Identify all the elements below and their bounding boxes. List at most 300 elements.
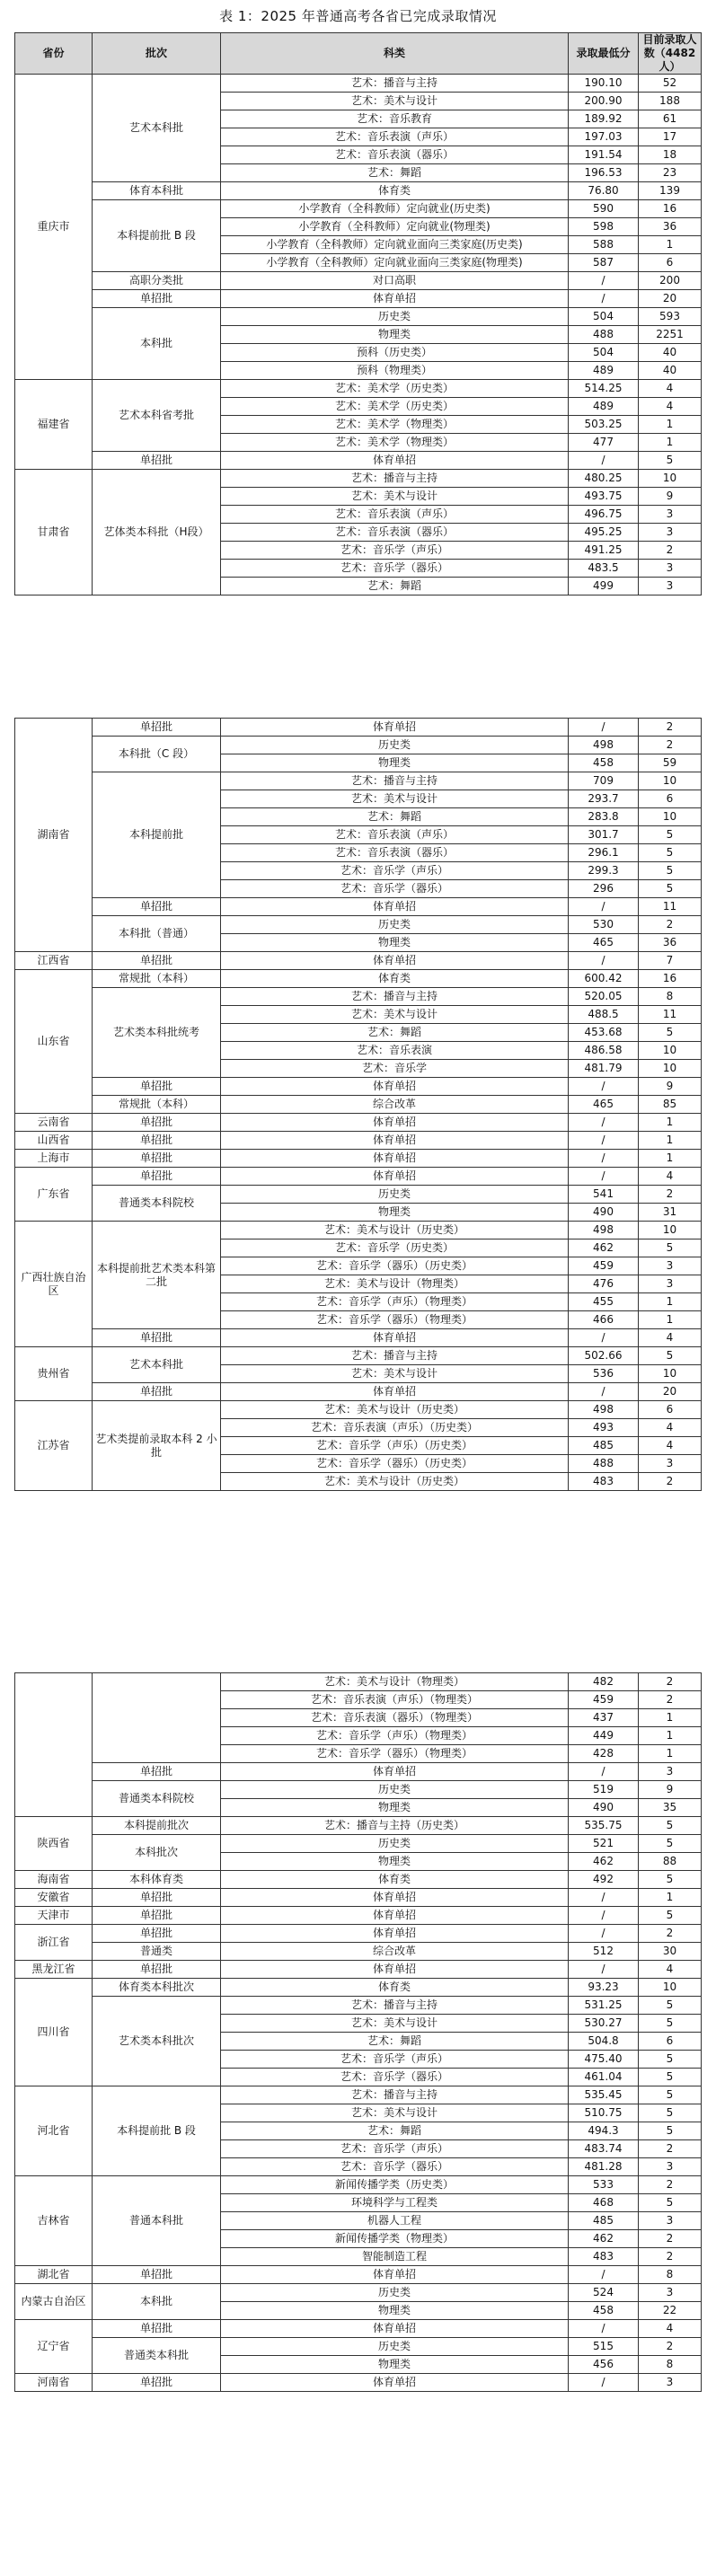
- province-cell: 湖北省: [15, 2266, 93, 2284]
- subject-cell: 物理类: [221, 1799, 569, 1817]
- subject-cell: 艺术：音乐表演（声乐）: [221, 128, 569, 146]
- table-row: [15, 970, 702, 988]
- batch-cell: 单招批: [93, 1078, 221, 1096]
- subject-cell: 艺术：美术与设计: [221, 93, 569, 110]
- subject-cell: 艺术：音乐学（器乐）（物理类）: [221, 1745, 569, 1763]
- header-row: [15, 33, 702, 75]
- subject-cell: 艺术：音乐学（声乐）（物理类）: [221, 1727, 569, 1745]
- province-cell: 河北省: [15, 2086, 93, 2176]
- subject-cell: 艺术：美术学（物理类）: [221, 434, 569, 452]
- admitted-count-cell: 3: [639, 2284, 702, 2302]
- min-score-cell: 533: [569, 2176, 639, 2194]
- min-score-cell: /: [569, 1889, 639, 1907]
- subject-cell: 艺术：美术学（历史类）: [221, 380, 569, 398]
- min-score-cell: 499: [569, 578, 639, 595]
- batch-cell: 本科批次: [93, 1835, 221, 1871]
- min-score-cell: 455: [569, 1293, 639, 1311]
- table-row: [15, 719, 702, 737]
- admitted-count-cell: 40: [639, 362, 702, 380]
- min-score-cell: 437: [569, 1709, 639, 1727]
- admitted-count-cell: 10: [639, 772, 702, 790]
- min-score-cell: 465: [569, 1096, 639, 1114]
- batch-cell: 单招批: [93, 2320, 221, 2338]
- min-score-cell: 299.3: [569, 862, 639, 880]
- subject-cell: 预科（物理类）: [221, 362, 569, 380]
- subject-cell: 艺术：舞蹈: [221, 2122, 569, 2140]
- batch-cell: 单招批: [93, 952, 221, 970]
- subject-cell: 小学教育（全科教师）定向就业(物理类): [221, 218, 569, 236]
- admitted-count-cell: 3: [639, 1455, 702, 1473]
- province-cell: 黑龙江省: [15, 1961, 93, 1979]
- min-score-cell: 510.75: [569, 2104, 639, 2122]
- batch-cell: 单招批: [93, 1383, 221, 1401]
- subject-cell: 体育单招: [221, 1763, 569, 1781]
- admission-table-part-3: [14, 1672, 702, 2392]
- subject-cell: 体育单招: [221, 1329, 569, 1347]
- admitted-count-cell: 1: [639, 434, 702, 452]
- admitted-count-cell: 593: [639, 308, 702, 326]
- min-score-cell: 456: [569, 2356, 639, 2374]
- min-score-cell: 483: [569, 2248, 639, 2266]
- min-score-cell: 283.8: [569, 808, 639, 826]
- subject-cell: 艺术：音乐学: [221, 1060, 569, 1078]
- subject-cell: 艺术：舞蹈: [221, 808, 569, 826]
- province-cell: 贵州省: [15, 1347, 93, 1401]
- min-score-cell: 468: [569, 2194, 639, 2212]
- min-score-cell: 524: [569, 2284, 639, 2302]
- min-score-cell: 189.92: [569, 110, 639, 128]
- min-score-cell: 488.5: [569, 1006, 639, 1024]
- min-score-cell: 481.28: [569, 2158, 639, 2176]
- subject-cell: 艺术：音乐学（声乐）（历史类）: [221, 1437, 569, 1455]
- min-score-cell: 590: [569, 200, 639, 218]
- province-cell: 甘肃省: [15, 470, 93, 595]
- subject-cell: 艺术：音乐表演（器乐）: [221, 146, 569, 164]
- subject-cell: 历史类: [221, 916, 569, 934]
- province-cell: [15, 1673, 93, 1817]
- min-score-cell: 709: [569, 772, 639, 790]
- admitted-count-cell: 30: [639, 1943, 702, 1961]
- admitted-count-cell: 36: [639, 218, 702, 236]
- subject-cell: 艺术：音乐学（器乐）: [221, 2069, 569, 2086]
- table-body-3: [15, 1673, 702, 2392]
- admitted-count-cell: 3: [639, 1763, 702, 1781]
- subject-cell: 体育单招: [221, 952, 569, 970]
- batch-cell: 本科批（C 段）: [93, 737, 221, 772]
- admitted-count-cell: 2: [639, 2230, 702, 2248]
- min-score-cell: 93.23: [569, 1979, 639, 1997]
- subject-cell: 艺术：美术与设计（历史类）: [221, 1401, 569, 1419]
- batch-cell: 高职分类批: [93, 272, 221, 290]
- batch-cell: 单招批: [93, 2266, 221, 2284]
- min-score-cell: 498: [569, 1222, 639, 1239]
- province-cell: 云南省: [15, 1114, 93, 1132]
- admitted-count-cell: 200: [639, 272, 702, 290]
- table-row: [15, 1168, 702, 1186]
- batch-cell: 常规批（本科）: [93, 1096, 221, 1114]
- min-score-cell: 197.03: [569, 128, 639, 146]
- subject-cell: 艺术：播音与主持: [221, 1997, 569, 2015]
- table-row: [15, 1096, 702, 1114]
- admitted-count-cell: 1: [639, 1114, 702, 1132]
- min-score-cell: /: [569, 1763, 639, 1781]
- subject-cell: 物理类: [221, 934, 569, 952]
- admitted-count-cell: 11: [639, 898, 702, 916]
- subject-cell: 艺术：美术学（历史类）: [221, 398, 569, 416]
- admitted-count-cell: 3: [639, 1275, 702, 1293]
- min-score-cell: 541: [569, 1186, 639, 1204]
- subject-cell: 艺术：播音与主持: [221, 772, 569, 790]
- table-row: [15, 1943, 702, 1961]
- admitted-count-cell: 188: [639, 93, 702, 110]
- admitted-count-cell: 4: [639, 2320, 702, 2338]
- admitted-count-cell: 5: [639, 1871, 702, 1889]
- min-score-cell: 504: [569, 344, 639, 362]
- admitted-count-cell: 6: [639, 1401, 702, 1419]
- table-row: [15, 380, 702, 398]
- admitted-count-cell: 18: [639, 146, 702, 164]
- min-score-cell: 488: [569, 326, 639, 344]
- subject-cell: 历史类: [221, 737, 569, 754]
- subject-cell: 艺术：音乐学（声乐）（物理类）: [221, 1293, 569, 1311]
- min-score-cell: 521: [569, 1835, 639, 1853]
- admitted-count-cell: 5: [639, 452, 702, 470]
- admitted-count-cell: 5: [639, 826, 702, 844]
- min-score-cell: /: [569, 1168, 639, 1186]
- batch-cell: 单招批: [93, 1150, 221, 1168]
- min-score-cell: 504: [569, 308, 639, 326]
- table-row: [15, 2284, 702, 2302]
- batch-cell: 本科提前批次: [93, 1817, 221, 1835]
- table-row: [15, 737, 702, 754]
- batch-cell: 本科提前批 B 段: [93, 200, 221, 272]
- min-score-cell: 489: [569, 362, 639, 380]
- batch-cell: 本科体育类: [93, 1871, 221, 1889]
- province-cell: 四川省: [15, 1979, 93, 2086]
- subject-cell: 体育单招: [221, 719, 569, 737]
- admitted-count-cell: 35: [639, 1799, 702, 1817]
- batch-cell: 单招批: [93, 1132, 221, 1150]
- batch-cell: 单招批: [93, 452, 221, 470]
- min-score-cell: 462: [569, 1853, 639, 1871]
- table-row: [15, 952, 702, 970]
- subject-cell: 艺术：美术与设计（历史类）: [221, 1473, 569, 1491]
- batch-cell: 本科批: [93, 308, 221, 380]
- admitted-count-cell: 10: [639, 1222, 702, 1239]
- min-score-cell: 483: [569, 1473, 639, 1491]
- table-row: [15, 1114, 702, 1132]
- min-score-cell: 190.10: [569, 75, 639, 93]
- min-score-cell: 494.3: [569, 2122, 639, 2140]
- min-score-cell: 488: [569, 1455, 639, 1473]
- table-row: [15, 2176, 702, 2194]
- table-row: [15, 988, 702, 1006]
- admitted-count-cell: 5: [639, 1907, 702, 1925]
- admitted-count-cell: 5: [639, 1024, 702, 1042]
- subject-cell: 艺术：音乐学（声乐）: [221, 2051, 569, 2069]
- subject-cell: 体育单招: [221, 1383, 569, 1401]
- min-score-cell: 496.75: [569, 506, 639, 524]
- admitted-count-cell: 2: [639, 1691, 702, 1709]
- batch-cell: 单招批: [93, 898, 221, 916]
- admitted-count-cell: 1: [639, 1150, 702, 1168]
- subject-cell: 艺术：音乐教育: [221, 110, 569, 128]
- admitted-count-cell: 1: [639, 1727, 702, 1745]
- header-min-score: 录取最低分: [569, 33, 639, 75]
- min-score-cell: 476: [569, 1275, 639, 1293]
- subject-cell: 体育单招: [221, 1150, 569, 1168]
- admitted-count-cell: 40: [639, 344, 702, 362]
- min-score-cell: 493.75: [569, 488, 639, 506]
- subject-cell: 艺术：音乐表演（声乐）（历史类）: [221, 1419, 569, 1437]
- min-score-cell: 502.66: [569, 1347, 639, 1365]
- province-cell: 广东省: [15, 1168, 93, 1222]
- admitted-count-cell: 1: [639, 1745, 702, 1763]
- admitted-count-cell: 2: [639, 1673, 702, 1691]
- subject-cell: 体育单招: [221, 1907, 569, 1925]
- table-row: [15, 1907, 702, 1925]
- min-score-cell: /: [569, 719, 639, 737]
- table-row: [15, 1329, 702, 1347]
- header-province: 省份: [15, 33, 93, 75]
- batch-cell: 单招批: [93, 1763, 221, 1781]
- subject-cell: 物理类: [221, 754, 569, 772]
- table-row: [15, 290, 702, 308]
- min-score-cell: /: [569, 1329, 639, 1347]
- header-batch: 批次: [93, 33, 221, 75]
- batch-cell: 普通类本科院校: [93, 1781, 221, 1817]
- min-score-cell: /: [569, 2374, 639, 2392]
- subject-cell: 体育单招: [221, 1078, 569, 1096]
- admitted-count-cell: 6: [639, 790, 702, 808]
- subject-cell: 艺术：美术与设计: [221, 1006, 569, 1024]
- admitted-count-cell: 4: [639, 398, 702, 416]
- min-score-cell: 588: [569, 236, 639, 254]
- admitted-count-cell: 4: [639, 380, 702, 398]
- min-score-cell: /: [569, 952, 639, 970]
- subject-cell: 艺术：美术与设计（历史类）: [221, 1222, 569, 1239]
- min-score-cell: 498: [569, 1401, 639, 1419]
- subject-cell: 体育单招: [221, 2374, 569, 2392]
- subject-cell: 物理类: [221, 326, 569, 344]
- subject-cell: 艺术：播音与主持: [221, 1347, 569, 1365]
- admitted-count-cell: 5: [639, 2104, 702, 2122]
- admitted-count-cell: 2: [639, 1925, 702, 1943]
- min-score-cell: /: [569, 2266, 639, 2284]
- batch-cell: 艺术本科批: [93, 1347, 221, 1383]
- subject-cell: 新闻传播学类（历史类）: [221, 2176, 569, 2194]
- min-score-cell: 495.25: [569, 524, 639, 542]
- table-row: [15, 1835, 702, 1853]
- admitted-count-cell: 2: [639, 2140, 702, 2158]
- subject-cell: 艺术：播音与主持: [221, 75, 569, 93]
- admitted-count-cell: 3: [639, 2374, 702, 2392]
- table-row: [15, 452, 702, 470]
- table-caption: 表 1：2025 年普通高考各省已完成录取情况: [219, 8, 497, 24]
- subject-cell: 艺术：音乐表演（声乐）: [221, 506, 569, 524]
- min-score-cell: 520.05: [569, 988, 639, 1006]
- admitted-count-cell: 2: [639, 1473, 702, 1491]
- province-cell: 辽宁省: [15, 2320, 93, 2374]
- min-score-cell: 200.90: [569, 93, 639, 110]
- subject-cell: 艺术：舞蹈: [221, 1024, 569, 1042]
- table-row: [15, 1763, 702, 1781]
- min-score-cell: 535.75: [569, 1817, 639, 1835]
- admitted-count-cell: 3: [639, 560, 702, 578]
- admitted-count-cell: 3: [639, 506, 702, 524]
- province-cell: 浙江省: [15, 1925, 93, 1961]
- min-score-cell: /: [569, 1078, 639, 1096]
- subject-cell: 物理类: [221, 2356, 569, 2374]
- table-row: [15, 308, 702, 326]
- min-score-cell: 485: [569, 2212, 639, 2230]
- min-score-cell: 296.1: [569, 844, 639, 862]
- table-row: [15, 1889, 702, 1907]
- subject-cell: 艺术：音乐学（声乐）: [221, 862, 569, 880]
- province-cell: 海南省: [15, 1871, 93, 1889]
- batch-cell: 单招批: [93, 1889, 221, 1907]
- admitted-count-cell: 5: [639, 2122, 702, 2140]
- subject-cell: 艺术：音乐学（器乐）: [221, 880, 569, 898]
- min-score-cell: /: [569, 272, 639, 290]
- table-row: [15, 1817, 702, 1835]
- batch-cell: 艺术类本科批统考: [93, 988, 221, 1078]
- province-cell: 重庆市: [15, 75, 93, 380]
- batch-cell: 普通类本科批: [93, 2338, 221, 2374]
- admitted-count-cell: 5: [639, 1239, 702, 1257]
- subject-cell: 综合改革: [221, 1943, 569, 1961]
- min-score-cell: 475.40: [569, 2051, 639, 2069]
- table-body-1: [15, 75, 702, 595]
- min-score-cell: /: [569, 1383, 639, 1401]
- admitted-count-cell: 4: [639, 1961, 702, 1979]
- min-score-cell: 461.04: [569, 2069, 639, 2086]
- table-row: [15, 898, 702, 916]
- subject-cell: 机器人工程: [221, 2212, 569, 2230]
- admitted-count-cell: 5: [639, 2086, 702, 2104]
- min-score-cell: 536: [569, 1365, 639, 1383]
- admitted-count-cell: 4: [639, 1168, 702, 1186]
- subject-cell: 体育单招: [221, 1925, 569, 1943]
- table-row: [15, 2374, 702, 2392]
- min-score-cell: 490: [569, 1204, 639, 1222]
- min-score-cell: 462: [569, 1239, 639, 1257]
- admitted-count-cell: 2: [639, 1186, 702, 1204]
- batch-cell: 本科批: [93, 2284, 221, 2320]
- min-score-cell: 477: [569, 434, 639, 452]
- min-score-cell: 481.79: [569, 1060, 639, 1078]
- table-row: [15, 200, 702, 218]
- admitted-count-cell: 2: [639, 542, 702, 560]
- table-row: [15, 1673, 702, 1691]
- admitted-count-cell: 3: [639, 1257, 702, 1275]
- subject-cell: 艺术：美术与设计: [221, 1365, 569, 1383]
- batch-cell: 艺体类本科批（H段）: [93, 470, 221, 595]
- table-row: [15, 470, 702, 488]
- subject-cell: 体育单招: [221, 2266, 569, 2284]
- admitted-count-cell: 5: [639, 1817, 702, 1835]
- batch-cell: 单招批: [93, 1168, 221, 1186]
- province-cell: 山西省: [15, 1132, 93, 1150]
- subject-cell: 艺术：音乐表演: [221, 1042, 569, 1060]
- subject-cell: 艺术：音乐学（器乐）（历史类）: [221, 1257, 569, 1275]
- admitted-count-cell: 9: [639, 1078, 702, 1096]
- admitted-count-cell: 5: [639, 2194, 702, 2212]
- table-row: [15, 772, 702, 790]
- min-score-cell: /: [569, 2320, 639, 2338]
- table-row: [15, 2338, 702, 2356]
- province-cell: 上海市: [15, 1150, 93, 1168]
- subject-cell: 物理类: [221, 1853, 569, 1871]
- admitted-count-cell: 31: [639, 1204, 702, 1222]
- table-row: [15, 916, 702, 934]
- subject-cell: 艺术：音乐学（器乐）（物理类）: [221, 1311, 569, 1329]
- min-score-cell: 587: [569, 254, 639, 272]
- admitted-count-cell: 5: [639, 1347, 702, 1365]
- batch-cell: 体育本科批: [93, 182, 221, 200]
- subject-cell: 综合改革: [221, 1096, 569, 1114]
- subject-cell: 体育单招: [221, 290, 569, 308]
- subject-cell: 体育单招: [221, 452, 569, 470]
- admitted-count-cell: 59: [639, 754, 702, 772]
- min-score-cell: 515: [569, 2338, 639, 2356]
- admitted-count-cell: 1: [639, 1311, 702, 1329]
- table-row: [15, 1347, 702, 1365]
- batch-cell: 单招批: [93, 1329, 221, 1347]
- admitted-count-cell: 1: [639, 1709, 702, 1727]
- subject-cell: 艺术：音乐学（器乐）: [221, 2158, 569, 2176]
- admitted-count-cell: 9: [639, 488, 702, 506]
- admitted-count-cell: 2: [639, 2248, 702, 2266]
- table-body-2: [15, 719, 702, 1491]
- subject-cell: 艺术：音乐表演（器乐）: [221, 524, 569, 542]
- min-score-cell: 76.80: [569, 182, 639, 200]
- table-row: [15, 1997, 702, 2015]
- batch-cell: 普通本科批: [93, 2176, 221, 2266]
- admitted-count-cell: 2: [639, 737, 702, 754]
- subject-cell: 艺术：美术与设计（物理类）: [221, 1275, 569, 1293]
- admitted-count-cell: 22: [639, 2302, 702, 2320]
- admitted-count-cell: 10: [639, 470, 702, 488]
- subject-cell: 艺术：舞蹈: [221, 2033, 569, 2051]
- subject-cell: 体育单招: [221, 1961, 569, 1979]
- min-score-cell: /: [569, 290, 639, 308]
- batch-cell: 本科批（普通）: [93, 916, 221, 952]
- batch-cell: 单招批: [93, 290, 221, 308]
- batch-cell: 普通类: [93, 1943, 221, 1961]
- min-score-cell: 191.54: [569, 146, 639, 164]
- subject-cell: 历史类: [221, 1781, 569, 1799]
- province-cell: 吉林省: [15, 2176, 93, 2266]
- admitted-count-cell: 6: [639, 2033, 702, 2051]
- admitted-count-cell: 5: [639, 844, 702, 862]
- table-row: [15, 1979, 702, 1997]
- subject-cell: 艺术：音乐表演（声乐）: [221, 826, 569, 844]
- admitted-count-cell: 85: [639, 1096, 702, 1114]
- admitted-count-cell: 7: [639, 952, 702, 970]
- min-score-cell: 531.25: [569, 1997, 639, 2015]
- admitted-count-cell: 5: [639, 2015, 702, 2033]
- table-row: [15, 75, 702, 93]
- min-score-cell: 486.58: [569, 1042, 639, 1060]
- min-score-cell: 462: [569, 2230, 639, 2248]
- subject-cell: 艺术：播音与主持: [221, 470, 569, 488]
- subject-cell: 艺术：舞蹈: [221, 578, 569, 595]
- admitted-count-cell: 3: [639, 2212, 702, 2230]
- min-score-cell: 504.8: [569, 2033, 639, 2051]
- batch-cell: 单招批: [93, 1114, 221, 1132]
- admitted-count-cell: 20: [639, 290, 702, 308]
